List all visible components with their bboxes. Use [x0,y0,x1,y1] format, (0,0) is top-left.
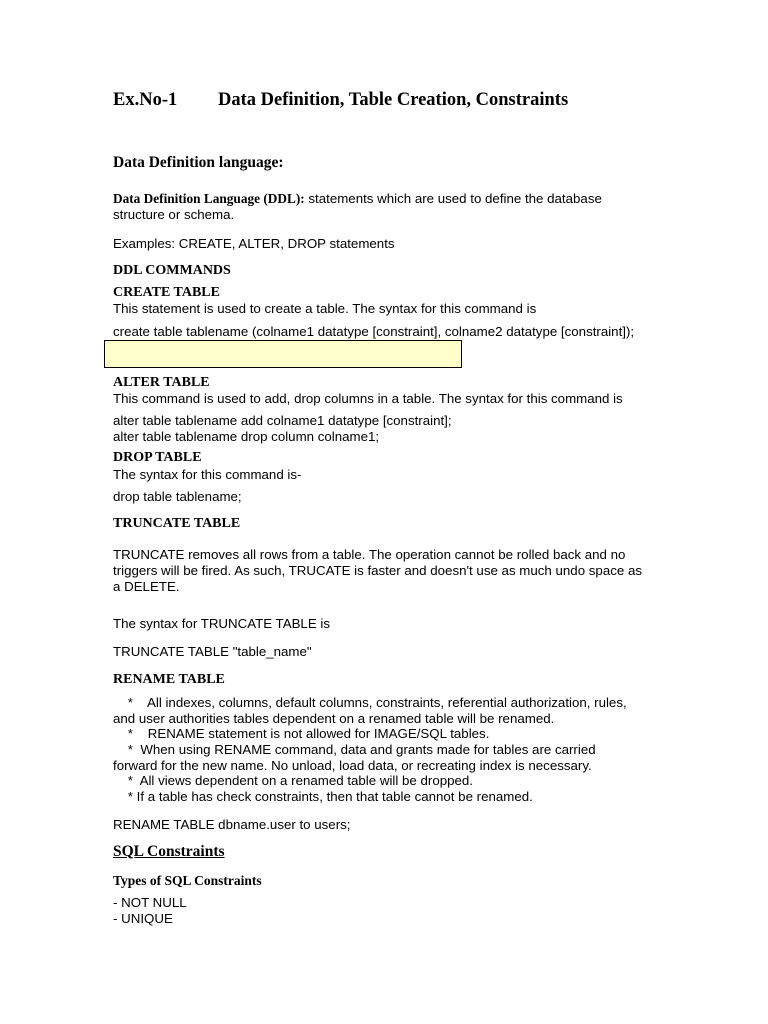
create-table-heading: CREATE TABLE [113,285,220,300]
truncate-table-heading: TRUNCATE TABLE [113,516,241,531]
rename-bullet-1-line2: and user authorities tables dependent on a renamed table will be renamed. [113,711,555,726]
truncate-description-line2: triggers will be fired. As such, TRUCATE is faster and doesn't use as much undo space as [113,563,642,578]
constraint-types-heading: Types of SQL Constraints [113,873,262,888]
ddl-definition-continued: structure or schema. [113,207,235,222]
alter-table-heading: ALTER TABLE [113,375,210,390]
alter-table-description: This command is used to add, drop columns in a table. The syntax for this command is [113,391,623,406]
rename-bullet-3-line1: * When using RENAME command, data and grants made for tables are carried [113,742,596,757]
constraint-item: - UNIQUE [113,911,173,926]
ddl-definition-text: statements which are used to define the database [304,191,602,206]
ddl-heading: Data Definition language: [113,154,284,171]
sql-constraints-heading: SQL Constraints [113,843,225,860]
highlighted-blank-box [104,340,462,368]
rename-table-heading: RENAME TABLE [113,672,225,687]
truncate-description-line3: a DELETE. [113,579,180,594]
create-table-syntax: create table tablename (colname1 datatype [constraint], colname2 datatype [constraint]); [113,324,635,339]
rename-bullet-2: * RENAME statement is not allowed for IMAGE/SQL tables. [113,726,490,741]
drop-table-description: The syntax for this command is- [113,467,302,482]
truncate-description-line1: TRUNCATE removes all rows from a table. The operation cannot be rolled back and no [113,547,626,562]
ddl-commands-heading: DDL COMMANDS [113,263,231,278]
ddl-examples: Examples: CREATE, ALTER, DROP statements [113,236,395,251]
create-table-description: This statement is used to create a table. The syntax for this command is [113,301,537,316]
ddl-definition [113,191,602,207]
rename-bullet-3-line2: forward for the new name. No unload, load data, or recreating index is necessary. [113,758,592,773]
drop-table-syntax: drop table tablename; [113,489,242,504]
rename-bullet-5: * If a table has check constraints, then that table cannot be renamed. [113,789,533,804]
exercise-title: Data Definition, Table Creation, Constraints [218,90,569,110]
truncate-syntax-intro: The syntax for TRUNCATE TABLE is [113,616,330,631]
alter-table-syntax-drop: alter table tablename drop column colname1; [113,429,380,444]
exercise-number: Ex.No-1 [113,90,178,110]
truncate-syntax: TRUNCATE TABLE "table_name" [113,644,312,659]
ddl-definition-term: Data Definition Language (DDL): [113,191,305,206]
constraint-item: - NOT NULL [113,895,187,910]
rename-bullet-4: * All views dependent on a renamed table will be dropped. [113,773,473,788]
alter-table-syntax-add: alter table tablename add colname1 datatype [constraint]; [113,413,452,428]
rename-bullet-1-line1: * All indexes, columns, default columns, constraints, referential authorization, rules, [113,695,627,710]
drop-table-heading: DROP TABLE [113,450,202,465]
rename-syntax: RENAME TABLE dbname.user to users; [113,817,351,832]
